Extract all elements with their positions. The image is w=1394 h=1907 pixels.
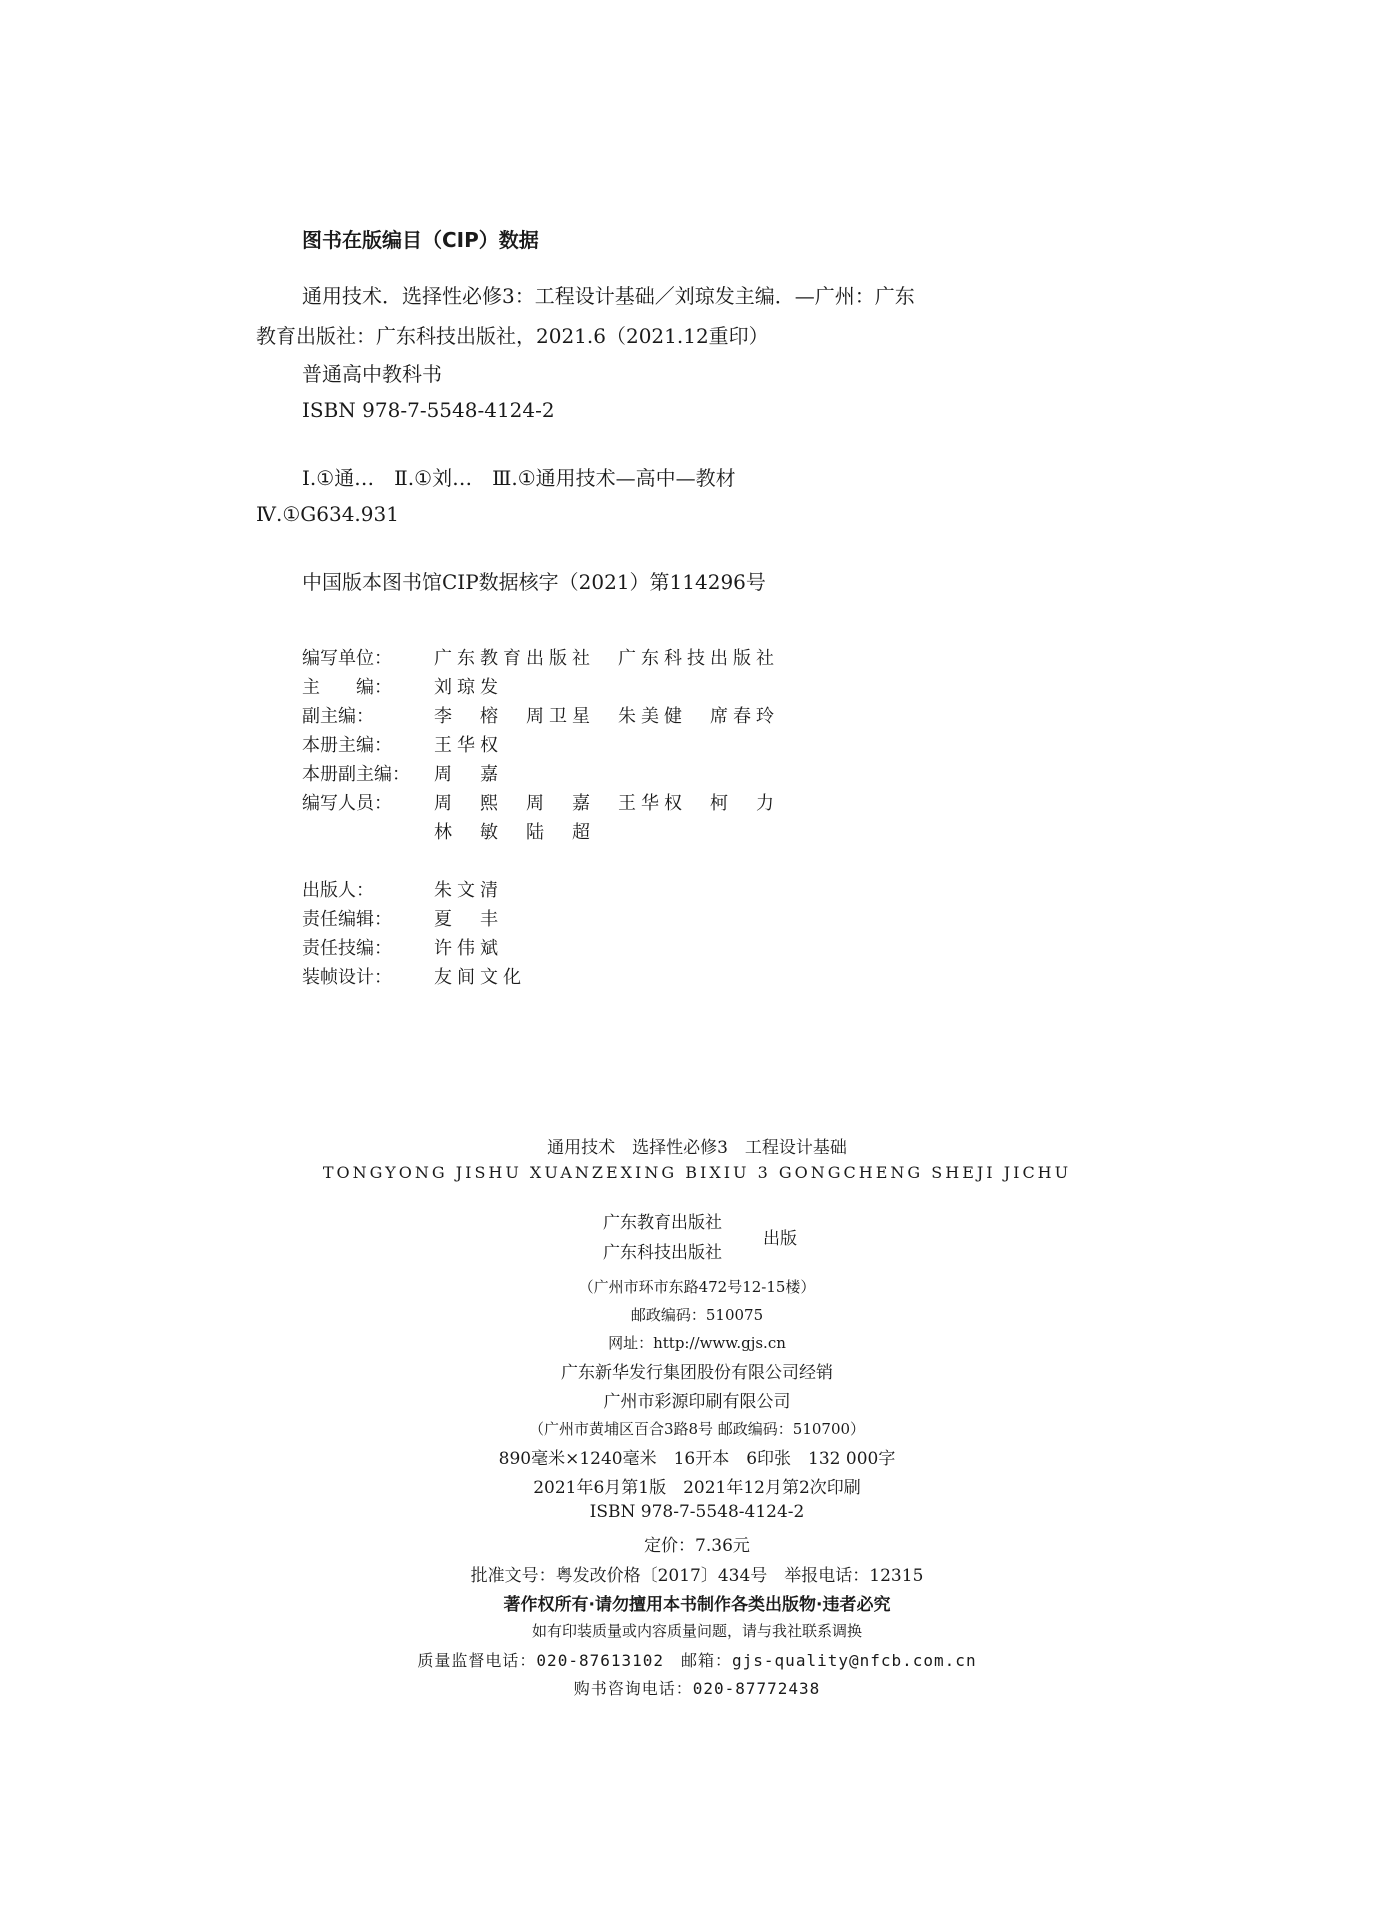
staff-value: 王华权 xyxy=(434,735,503,756)
staff-value: 许伟斌 xyxy=(434,938,503,959)
staff-value: 朱文清 xyxy=(434,880,503,901)
cip-line-1: 通用技术．选择性必修3：工程设计基础／刘琼发主编．—广州：广东 xyxy=(302,284,915,308)
printer: 广州市彩源印刷有限公司 xyxy=(603,1392,791,1412)
copyright-notice: 著作权所有·请勿擅用本书制作各类出版物·违者必究 xyxy=(503,1595,891,1615)
staff-label xyxy=(302,818,434,844)
staff-label: 编写人员： xyxy=(302,793,392,814)
staff-row xyxy=(302,905,503,931)
staff-label: 责任编辑： xyxy=(302,909,392,930)
staff-value: 友间文化 xyxy=(434,967,526,988)
staff-label: 出版人： xyxy=(302,880,374,901)
staff-row xyxy=(302,963,526,989)
staff-label: 副主编： xyxy=(302,706,374,727)
publish-action: 出版 xyxy=(763,1229,797,1249)
staff-value: 李 榕 周卫星 朱美健 席春玲 xyxy=(434,706,779,727)
staff-row xyxy=(302,789,779,815)
staff-row xyxy=(302,702,779,728)
staff-label: 责任技编： xyxy=(302,938,392,959)
website: 网址：http://www.gjs.cn xyxy=(608,1334,786,1352)
staff-label: 装帧设计： xyxy=(302,967,392,988)
publisher-2: 广东科技出版社 xyxy=(603,1243,722,1263)
postcode: 邮政编码：510075 xyxy=(630,1306,764,1324)
staff-row xyxy=(302,818,595,844)
staff-label: 本册副主编： xyxy=(302,764,410,785)
format-info: 890毫米×1240毫米 16开本 6印张 132 000字 xyxy=(498,1449,896,1469)
distributor: 广东新华发行集团股份有限公司经销 xyxy=(561,1363,833,1383)
staff-label: 编写单位： xyxy=(302,648,392,669)
publisher-1: 广东教育出版社 xyxy=(603,1213,722,1233)
purchase-contact: 购书咨询电话：020-87772438 xyxy=(573,1679,821,1698)
staff-row xyxy=(302,760,503,786)
cip-classification-1: Ⅰ.①通… Ⅱ.①刘… Ⅲ.①通用技术—高中—教材 xyxy=(302,466,736,490)
staff-row xyxy=(302,673,503,699)
staff-value: 周 熙 周 嘉 王华权 柯 力 xyxy=(434,793,779,814)
cip-isbn: ISBN 978-7-5548-4124-2 xyxy=(302,398,555,422)
staff-value: 林 敏 陆 超 xyxy=(434,822,595,843)
cip-line-2: 教育出版社：广东科技出版社，2021.6（2021.12重印） xyxy=(256,324,769,348)
staff-value: 夏 丰 xyxy=(434,909,503,930)
staff-row xyxy=(302,644,779,670)
staff-label: 本册主编： xyxy=(302,735,392,756)
book-title: 通用技术 选择性必修3 工程设计基础 xyxy=(547,1138,847,1158)
publisher-names xyxy=(603,1208,722,1268)
staff-value: 广东教育出版社 广东科技出版社 xyxy=(434,648,779,669)
publisher-address: （广州市环市东路472号12-15楼） xyxy=(578,1278,816,1296)
staff-row xyxy=(302,876,503,902)
staff-row xyxy=(302,731,503,757)
quality-note: 如有印装质量或内容质量问题，请与我社联系调换 xyxy=(531,1622,862,1640)
staff-label: 主 编： xyxy=(302,677,392,698)
cip-title: 图书在版编目（CIP）数据 xyxy=(302,228,539,252)
romanized-title: TONGYONG JISHU XUANZEXING BIXIU 3 GONGCHENG SHEJI JICHU xyxy=(322,1163,1072,1182)
publisher-group xyxy=(603,1208,823,1266)
staff-value: 刘琼发 xyxy=(434,677,503,698)
price: 定价：7.36元 xyxy=(644,1536,750,1556)
staff-value: 周 嘉 xyxy=(434,764,503,785)
approval-info: 批准文号：粤发改价格〔2017〕434号 举报电话：12315 xyxy=(470,1566,924,1586)
imprint-isbn: ISBN 978-7-5548-4124-2 xyxy=(589,1502,805,1522)
cip-line-3: 普通高中教科书 xyxy=(302,362,442,386)
printer-address: （广州市黄埔区百合3路8号 邮政编码：510700） xyxy=(528,1420,866,1438)
edition-info: 2021年6月第1版 2021年12月第2次印刷 xyxy=(533,1478,861,1498)
staff-row xyxy=(302,934,503,960)
cip-classification-2: Ⅳ.①G634.931 xyxy=(256,502,399,526)
cip-approval-number: 中国版本图书馆CIP数据核字（2021）第114296号 xyxy=(302,570,766,594)
quality-contact: 质量监督电话：020-87613102 邮箱：gjs-quality@nfcb.com.cn xyxy=(417,1651,977,1670)
